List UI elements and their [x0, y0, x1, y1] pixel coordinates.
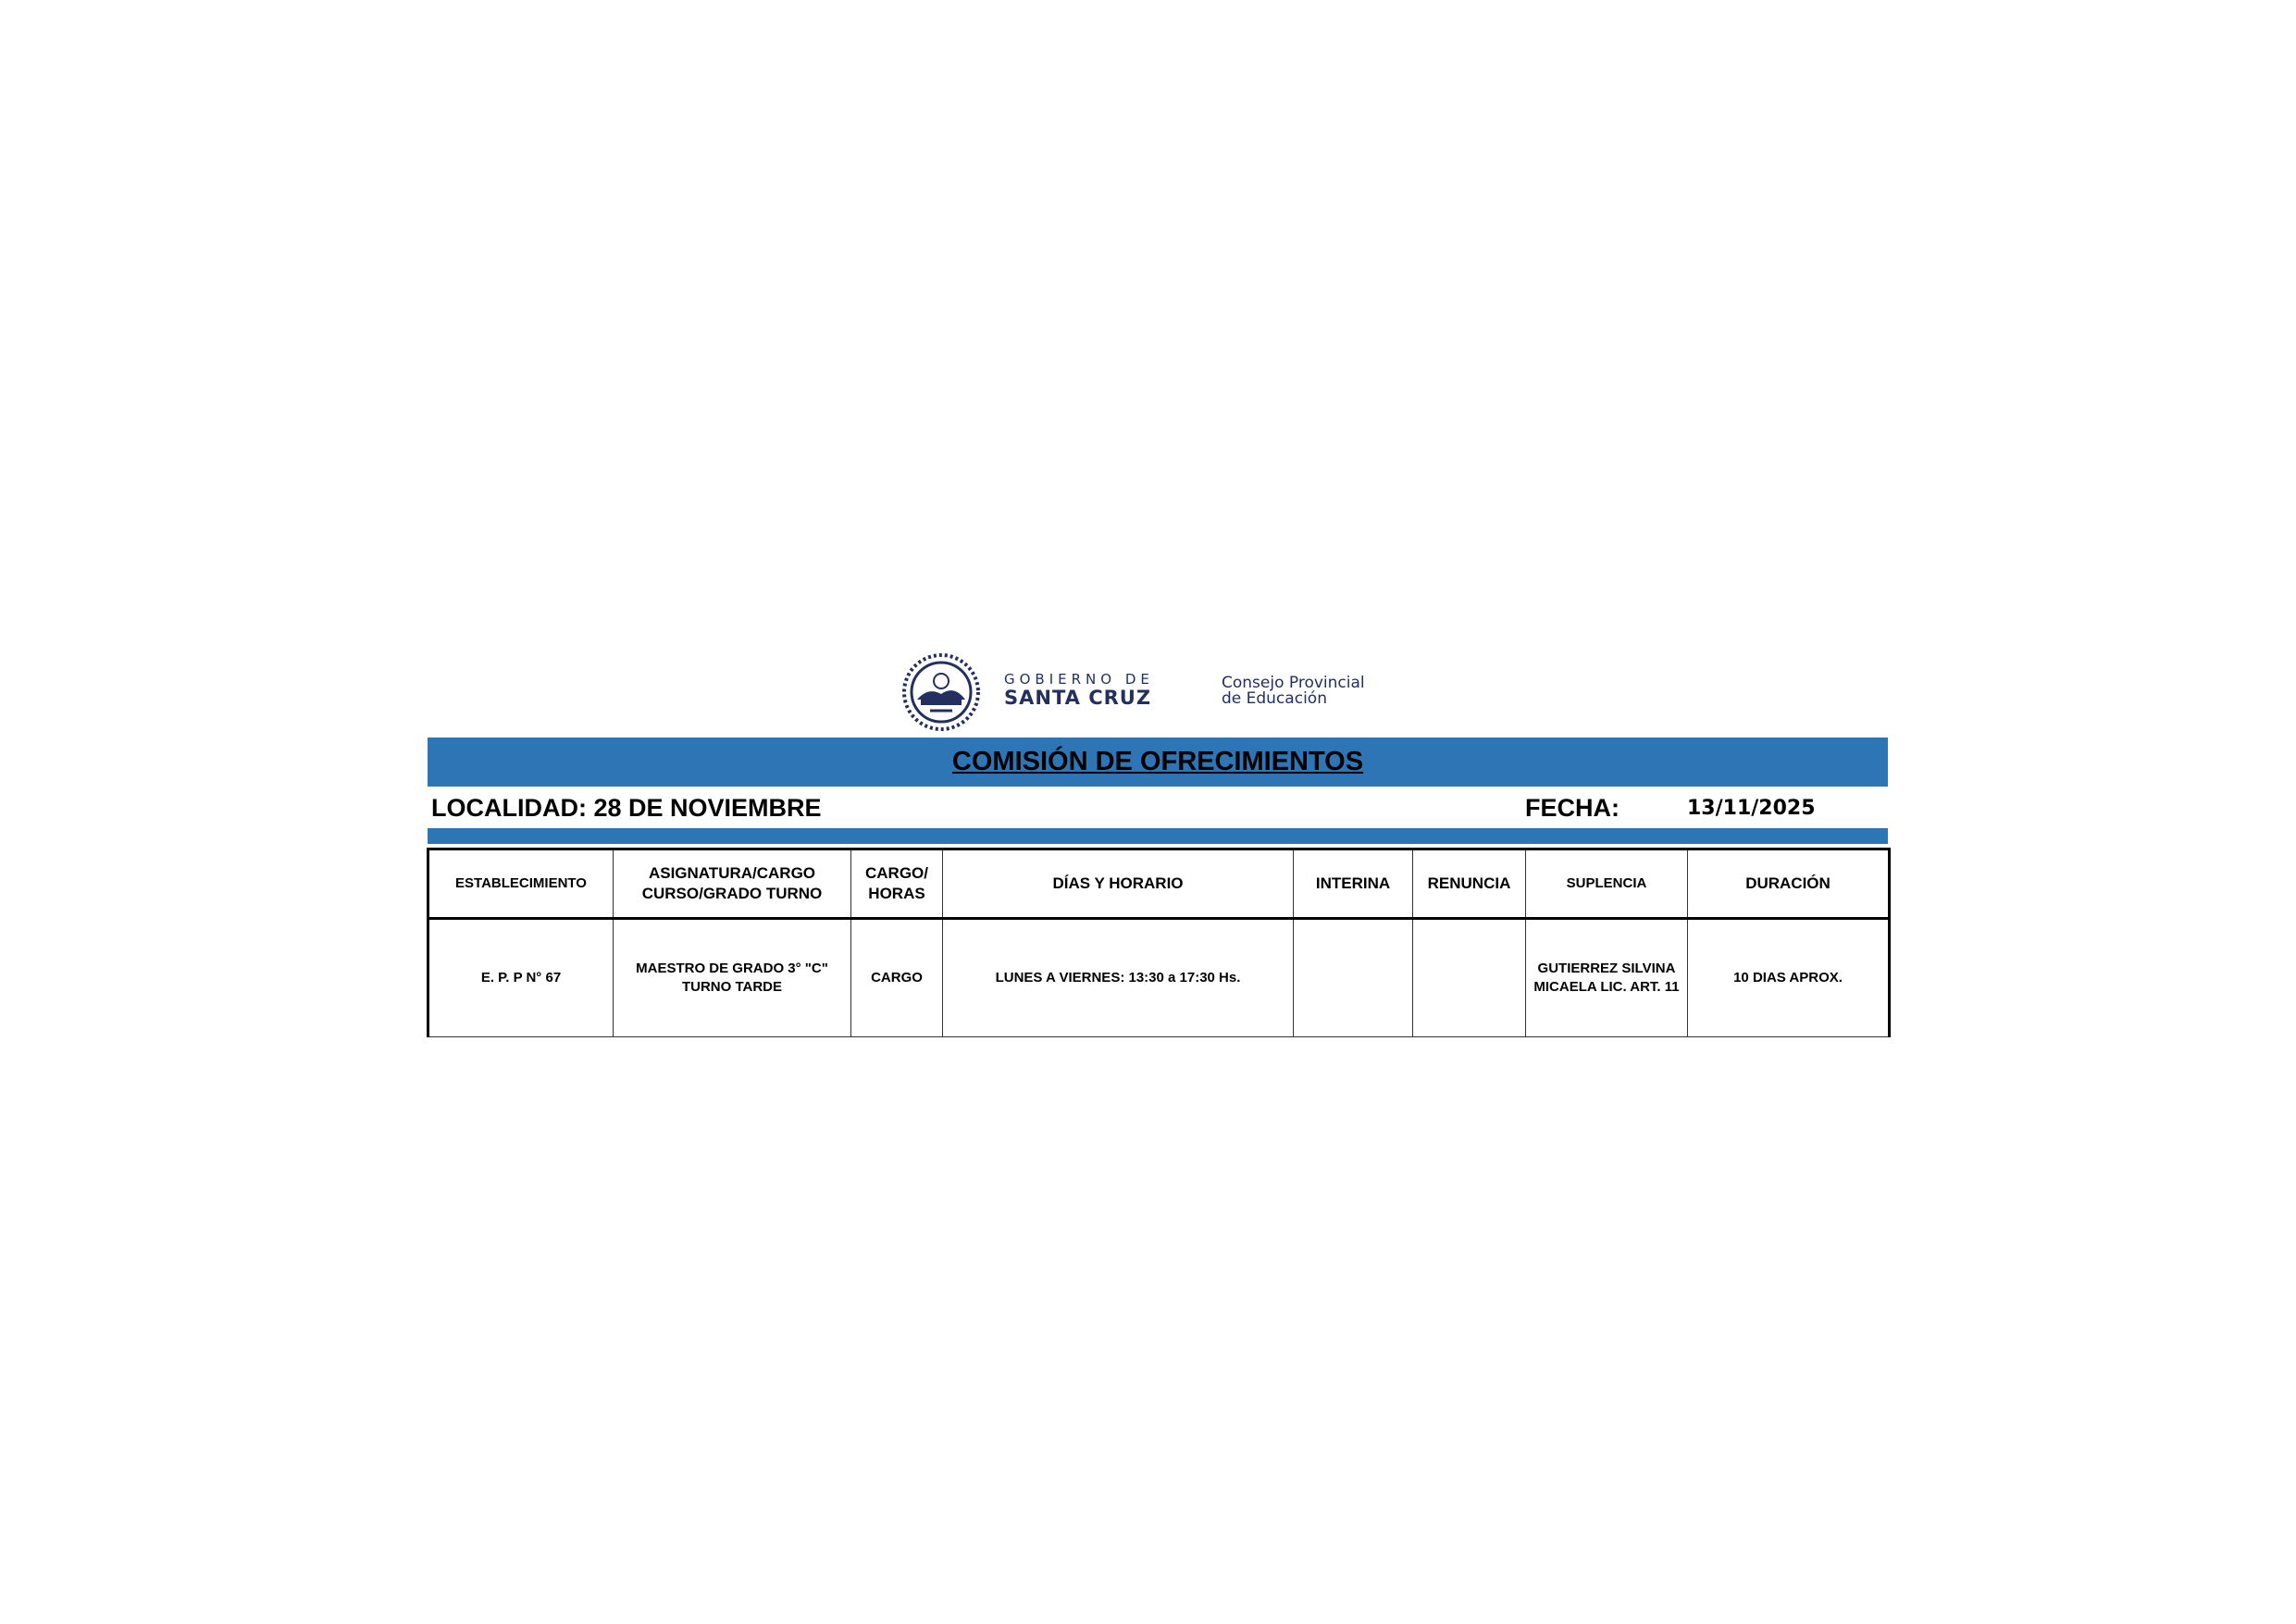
cell-suplencia: GUTIERREZ SILVINA MICAELA LIC. ART. 11	[1526, 919, 1688, 1037]
page-title: COMISIÓN DE OFRECIMIENTOS	[951, 747, 1364, 776]
council-line2: de Educación	[1222, 689, 1327, 708]
council-line1: Consejo Provincial	[1222, 674, 1365, 692]
gov-line2: SANTA CRUZ	[1004, 687, 1152, 709]
government-name	[1004, 672, 1154, 709]
offers-table	[427, 848, 1891, 1037]
cell-establecimiento: E. P. P N° 67	[428, 919, 614, 1037]
header-duracion: DURACIÓN	[1688, 849, 1890, 919]
province-seal-icon	[902, 653, 980, 731]
cell-dias-horario: LUNES A VIERNES: 13:30 a 17:30 Hs.	[943, 919, 1294, 1037]
header-renuncia: RENUNCIA	[1413, 849, 1526, 919]
table-header-row	[428, 849, 1890, 919]
header-cargo-horas: CARGO/ HORAS	[851, 849, 943, 919]
table-row	[428, 919, 1890, 1037]
cell-duracion: 10 DIAS APROX.	[1688, 919, 1890, 1037]
header-logo-block	[902, 653, 1402, 731]
header-suplencia: SUPLENCIA	[1526, 849, 1688, 919]
cell-renuncia	[1413, 919, 1526, 1037]
localidad-label: LOCALIDAD: 28 DE NOVIEMBRE	[431, 794, 822, 822]
divider-bar	[428, 828, 1888, 844]
title-bar	[428, 738, 1888, 787]
header-dias-horario: DÍAS Y HORARIO	[943, 849, 1294, 919]
council-name	[1222, 676, 1365, 707]
cell-interina	[1294, 919, 1413, 1037]
fecha-label: FECHA:	[1525, 794, 1620, 822]
header-establecimiento: ESTABLECIMIENTO	[428, 849, 614, 919]
cell-cargo-horas: CARGO	[851, 919, 943, 1037]
header-interina: INTERINA	[1294, 849, 1413, 919]
cell-asignatura: MAESTRO DE GRADO 3° "C" TURNO TARDE	[614, 919, 851, 1037]
fecha-value: 13/11/2025	[1687, 797, 1816, 820]
gov-line1: GOBIERNO DE	[1004, 671, 1154, 688]
header-asignatura: ASIGNATURA/CARGO CURSO/GRADO TURNO	[614, 849, 851, 919]
